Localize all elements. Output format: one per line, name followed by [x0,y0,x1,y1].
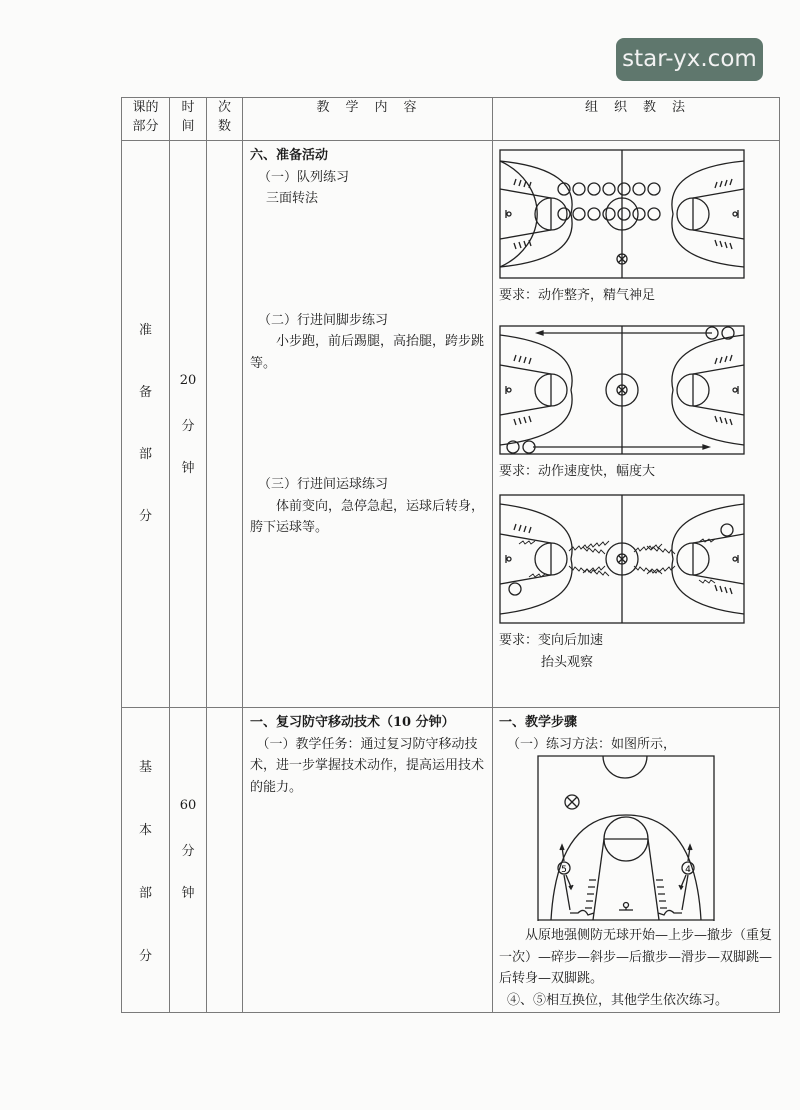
section-body: 体前变向，急停急起，运球后转身，胯下运球等。 [250,498,485,535]
watermark: star-yx.com [616,38,763,81]
drill-note: ④、⑤相互换位，其他学生依次练习。 [507,992,729,1008]
requirement-text: 要求：变向后加速 [499,633,604,648]
section-body: 三面转法 [266,191,319,206]
steps-subtitle: （一）练习方法：如图所示， [507,736,677,752]
header-count: 次 数 [207,98,243,141]
requirement-text-line2: 抬头观察 [541,654,594,670]
table-row [122,708,780,1013]
part-cell: 基 本 部 分 [122,708,170,1013]
table-row [122,141,780,708]
count-cell [207,141,243,708]
svg-text:4: 4 [685,865,691,875]
count-cell [207,708,243,1013]
part-cell: 准 备 部 分 [122,141,170,708]
formation-diagram [499,149,745,279]
header-part: 课的 部分 [122,98,170,141]
section-heading: （一）队列练习 [258,169,350,185]
content-cell [243,141,493,708]
requirement-text: 要求：动作速度快，幅度大 [499,463,656,479]
footwork-diagram [499,325,745,455]
header-time: 时 间 [170,98,207,141]
method-cell [493,708,780,1013]
section-body: 小步跑，前后踢腿，高抬腿，跨步跳等。 [250,334,485,371]
section-title: 六、准备活动 [250,148,329,163]
defense-drill-diagram [537,755,715,921]
svg-text:5: 5 [561,865,567,875]
section-heading: （二）行进间脚步练习 [258,312,389,328]
section-title: 一、复习防守移动技术（10 分钟） [250,715,455,730]
dribble-diagram [499,494,745,624]
lesson-plan-table [121,97,780,1013]
teaching-task: （一）教学任务：通过复习防守移动技术，进一步掌握技术动作，提高运用技术的能力。 [250,736,485,795]
content-cell [243,708,493,1013]
time-cell: 60 分 钟 [170,708,207,1013]
steps-title: 一、教学步骤 [499,715,578,730]
table-header-row [122,98,780,141]
requirement-text: 要求：动作整齐，精气神足 [499,288,656,303]
section-heading: （三）行进间运球练习 [258,477,389,492]
time-cell: 20 分 钟 [170,141,207,708]
drill-description: 从原地强侧防无球开始—上步—撤步（重复一次）—碎步—斜步—后撤步—滑步—双脚跳—后转身—双脚跳。 [499,928,773,986]
header-content: 教学内容 [243,98,493,141]
header-method: 组织教法 [493,98,780,141]
method-cell [493,141,780,708]
